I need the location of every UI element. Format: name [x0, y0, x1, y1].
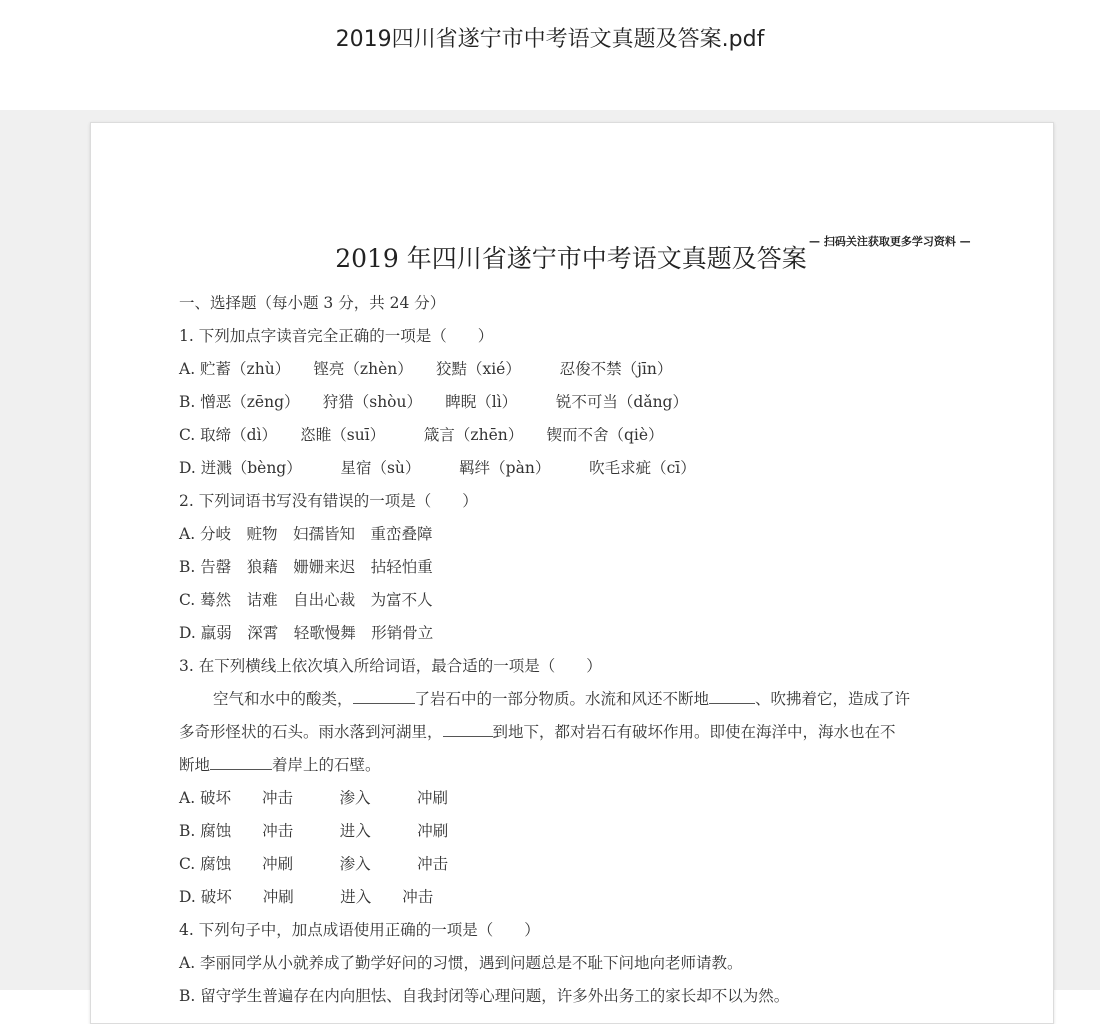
passage-line	[179, 716, 979, 749]
text-line: B. 留守学生普遍存在内向胆怯、自我封闭等心理问题，许多外出务工的家长却不以为然。	[179, 987, 790, 1005]
fill-blank	[210, 751, 272, 770]
text-line: A. 破坏 冲击 渗入 冲刷	[179, 789, 449, 807]
qr-promo-note: — 扫码关注获取更多学习资料 —	[809, 235, 971, 248]
text-line: C. 取缔（dì） 恣睢（suī） 箴言（zhēn） 锲而不舍（qiè）	[179, 426, 664, 444]
text-line: D. 破坏 冲刷 进入 冲击	[179, 888, 434, 906]
passage-line	[179, 683, 979, 716]
title-bar	[0, 0, 1100, 110]
text-line: D. 迸溅（bèng） 星宿（sù） 羁绊（pàn） 吹毛求疵（cī）	[179, 459, 696, 477]
page-content	[179, 287, 979, 1013]
fill-blank	[353, 685, 415, 704]
text-line: B. 告罄 狼藉 姗姗来迟 拈轻怕重	[179, 558, 433, 576]
passage-line	[179, 749, 979, 782]
text-line: 1. 下列加点字读音完全正确的一项是（ ）	[179, 327, 494, 345]
text-line: A. 贮蓄（zhù） 铿亮（zhèn） 狡黠（xié） 忍俊不禁（jīn）	[179, 360, 673, 378]
text-line: 3. 在下列横线上依次填入所给词语，最合适的一项是（ ）	[179, 657, 602, 675]
passage-text: 到地下，都对岩石有破坏作用。即使在海洋中，海水也在不	[492, 723, 896, 741]
pdf-page	[90, 122, 1054, 1024]
document-title: 2019四川省遂宁市中考语文真题及答案.pdf	[335, 27, 765, 52]
passage-text: 了岩石中的一部分物质。水流和风还不断地	[414, 690, 710, 708]
text-line: 4. 下列句子中，加点成语使用正确的一项是（ ）	[179, 921, 540, 939]
text-line: 2. 下列词语书写没有错误的一项是（ ）	[179, 492, 478, 510]
text-line: D. 羸弱 深霄 轻歌慢舞 形销骨立	[179, 624, 434, 642]
fill-blank	[443, 718, 493, 737]
passage-text: 断地	[179, 756, 211, 774]
passage-text: 着岸上的石壁。	[272, 756, 381, 774]
text-line: A. 李丽同学从小就养成了勤学好问的习惯，遇到问题总是不耻下问地向老师请教。	[179, 954, 743, 972]
text-line: A. 分岐 赃物 妇孺皆知 重峦叠障	[179, 525, 433, 543]
passage-text: 、吹拂着它，造成了许	[755, 690, 911, 708]
exam-title: 2019 年四川省遂宁市中考语文真题及答案	[335, 244, 807, 273]
passage-text: 空气和水中的酸类，	[213, 690, 353, 708]
text-line: B. 憎恶（zēng） 狩猎（shòu） 睥睨（lì） 锐不可当（dǎng）	[179, 393, 688, 411]
text-line: B. 腐蚀 冲击 进入 冲刷	[179, 822, 449, 840]
fill-blank	[709, 685, 755, 704]
text-line: 一、选择题（每小题 3 分，共 24 分）	[179, 294, 446, 312]
passage-text: 多奇形怪状的石头。雨水落到河湖里，	[179, 723, 443, 741]
text-line: C. 腐蚀 冲刷 渗入 冲击	[179, 855, 449, 873]
text-line: C. 蓦然 诘难 自出心裁 为富不人	[179, 591, 433, 609]
pdf-viewer[interactable]	[0, 110, 1100, 1005]
